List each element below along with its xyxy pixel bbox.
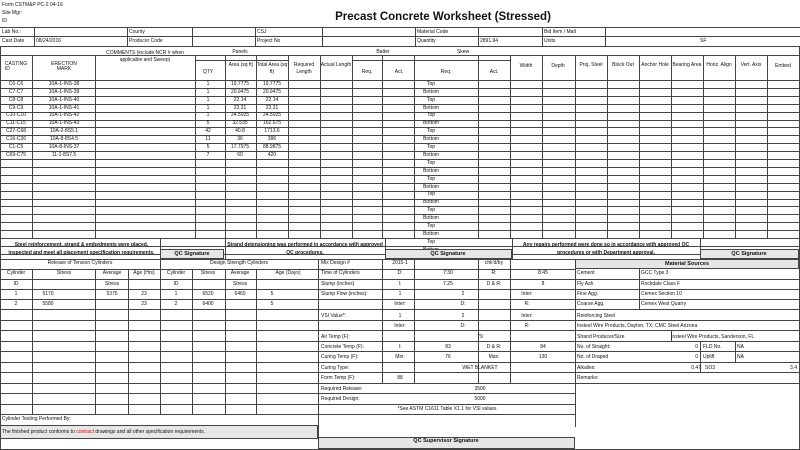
release-cyl-1-stress: 5170	[42, 291, 54, 297]
release-cyl-1-avg: 5375	[106, 291, 118, 297]
casting-id-cell: C9-C9	[8, 104, 24, 111]
total-area-cell: 20.9475	[262, 88, 282, 95]
project-no-label: Project No	[257, 38, 281, 44]
release-cyl-2-age: 23	[141, 301, 147, 307]
erection-mark-cell: 10A-8-INS-37	[48, 144, 80, 150]
col-bearing-area-header: Bearing Area	[672, 62, 702, 68]
design-cylinders-title: Design Strength Cylinders	[209, 260, 269, 266]
skew-req-cell: Bottom	[423, 136, 439, 143]
col-batter-act-header: Act.	[394, 69, 404, 75]
skew-req-cell: Top	[426, 191, 436, 198]
erection-mark-cell: 11-1-8S7.5	[51, 151, 77, 158]
draped-count-value: 0	[695, 354, 698, 360]
time-of-cylinders-label: Time of Cylinders	[321, 270, 360, 276]
release-cyl-1-id: 1	[14, 291, 18, 297]
mix-design-value: 2015-1	[392, 260, 408, 266]
area-cell: 20.9475	[230, 88, 250, 95]
skew-req-cell: Top	[426, 159, 436, 166]
cast-date-value: 08/24/2016	[36, 38, 62, 44]
erection-mark-cell: 10A-1-INS-38	[48, 80, 80, 87]
steel-placement-statement: Steel reinforcement, strand & embedments were placed, inspected and meet all placement specification requirements.	[8, 242, 155, 256]
col-erection-mark-header: ERECTION MARK	[51, 61, 77, 72]
slump-label: Slump (inches)	[321, 281, 355, 287]
concrete-temp-i-value: 83	[445, 344, 451, 350]
slump-i-label: I:	[398, 281, 402, 287]
skew-req-cell: Bottom	[423, 183, 439, 190]
qty-cell: 1	[206, 112, 210, 119]
fly-ash-label: Fly Ash	[577, 281, 594, 287]
reinforcing-steel-value: Insteel Wire Products, Dayton, TX; CMC Steel Arizona	[577, 323, 698, 329]
total-area-cell: 420	[267, 151, 277, 158]
curing-max-value: 130	[538, 354, 548, 360]
release-cylinders-title: Release of Tension Cylinders	[47, 260, 113, 266]
col-batter-header: Batter	[376, 49, 390, 55]
vsi-r: R:	[524, 323, 530, 329]
concrete-temp-dr-value: 84	[540, 344, 546, 350]
time-r-label: R:	[491, 270, 497, 276]
slump-flow-r: R:	[524, 301, 530, 307]
col-block-out-header: Block Out	[612, 62, 634, 68]
total-area-cell: 396	[267, 136, 277, 143]
col-skew-header: Skew	[456, 49, 470, 55]
csj-label: CSJ	[257, 29, 267, 35]
col-embed-header: Embed	[775, 63, 791, 69]
straight-count-label: No. of Straight:	[577, 344, 611, 350]
total-area-cell: 162.675	[262, 120, 282, 127]
concrete-temp-i-label: I:	[398, 344, 402, 350]
curing-min-label: Min:	[395, 354, 405, 360]
erection-mark-cell: 10A-1-INS-39	[48, 88, 80, 95]
qc-signature-strand: QC Signature	[430, 251, 466, 257]
fld-no-label: FLD No.	[703, 344, 722, 350]
strand-producer-label: Strand Producer/Size	[577, 334, 625, 340]
erection-mark-cell: 10A-2-8S5.1	[49, 128, 79, 135]
time-d-value: 7:30	[443, 270, 453, 276]
release-cyl-1-age: 23	[141, 291, 147, 297]
time-d-label: D:	[397, 270, 403, 276]
total-area-cell: 23.31	[265, 104, 279, 111]
design-cylinder-label: Cylinder	[166, 270, 186, 276]
required-design-label: Required Design:	[321, 396, 360, 402]
air-temp-value: 79	[477, 334, 483, 340]
col-qty-header: QTY	[202, 69, 214, 75]
vsi-inter: Inter:	[394, 323, 406, 329]
qty-cell: 42	[205, 128, 211, 135]
bid-item-label: Bid Item / Matl	[544, 29, 576, 35]
skew-req-cell: Top	[426, 175, 436, 182]
skew-req-cell: Bottom	[423, 88, 439, 95]
release-cylinder-id-label: ID	[13, 281, 19, 287]
skew-req-cell: Top	[426, 96, 436, 103]
casting-id-cell: C27-C68	[5, 128, 27, 135]
air-temp-label: Air Temp (F):	[321, 334, 350, 340]
design-cyl-2-id: 2	[174, 301, 178, 307]
skew-req-cell: Bottom	[423, 167, 439, 174]
total-area-cell: 88.9875	[262, 144, 282, 150]
casting-id-cell: C11-C15	[6, 120, 26, 127]
design-average-stress-label: Stress	[232, 281, 248, 287]
vsi-label: VSI Value*:	[321, 313, 347, 319]
design-cyl-1-stress: 6520	[202, 291, 214, 297]
design-age-label: Age (Days)	[275, 270, 301, 276]
skew-req-cell: Bottom	[423, 215, 439, 222]
curing-type-label: Curing Type:	[321, 365, 350, 371]
lab-no-label: Lab No.:	[2, 29, 21, 35]
col-required-length-header: Required Length	[293, 62, 315, 76]
required-design-value: 5000	[474, 396, 486, 402]
material-code-label: Material Code	[417, 29, 449, 35]
total-area-cell: 24.5025	[262, 112, 282, 119]
slump-i-value: 7.25	[443, 281, 453, 287]
repairs-statement: Any repairs performed were done so in accordance with approved QC procedures or with Department approval.	[522, 242, 690, 256]
skew-req-cell: Bottom	[423, 230, 439, 237]
alkalies-label: Alkalies:	[577, 365, 596, 371]
quantity-value: 2891.94	[480, 38, 499, 44]
release-cyl-2-id: 2	[14, 301, 18, 307]
col-skew-req-header: Req.	[440, 69, 452, 75]
area-cell: 40.8	[235, 128, 245, 135]
strand-producer-value: Insteel Wire Products, Sanderson, FL	[671, 334, 755, 340]
col-panels-header: Panels	[232, 49, 248, 55]
concrete-temp-label: Concrete Temp (F):	[321, 344, 364, 350]
design-cyl-1-age: 5	[270, 291, 274, 297]
site-manager-label: Site Mgr:	[2, 10, 23, 16]
qty-cell: 1	[206, 96, 210, 103]
county-label: County	[129, 29, 145, 35]
erection-mark-cell: 10A-8-8S4.5	[49, 136, 79, 143]
col-anchor-hole-header: Anchor Hole	[641, 62, 669, 68]
reinforcing-steel-label: Reinforcing Steel	[577, 313, 616, 319]
col-actual-length-header: Actual Length	[320, 62, 352, 68]
so3-label: SO3	[705, 365, 716, 371]
area-cell: 23.31	[233, 104, 247, 111]
skew-req-cell: Top	[426, 238, 436, 245]
alkalies-value: 0.47	[691, 365, 701, 371]
design-cyl-2-stress: 6400	[202, 301, 214, 307]
qty-cell: 1	[206, 88, 210, 95]
col-skew-act-header: Act.	[489, 69, 499, 75]
cylinder-testing-label: Cylinder Testing Performed By:	[2, 416, 71, 422]
skew-req-cell: Top	[426, 112, 436, 119]
mix-design-label: Mix Design #	[321, 260, 350, 266]
casting-id-cell: C6-C6	[8, 80, 24, 87]
release-cyl-2-stress: 5580	[42, 301, 54, 307]
slump-dr-value: 8	[541, 281, 545, 287]
skew-req-cell: Top	[426, 144, 436, 150]
form-temp-value: 88	[397, 375, 403, 381]
casting-id-cell: C10-C10	[5, 112, 27, 119]
skew-req-cell: Bottom	[423, 199, 439, 206]
straight-count-value: 0	[695, 344, 698, 350]
design-cyl-1-id: 1	[174, 291, 178, 297]
slump-flow-inter-r: Inter:	[521, 291, 533, 297]
col-width-header: Width	[519, 63, 533, 69]
design-average-label: Average	[230, 270, 250, 276]
skew-req-cell: Top	[426, 223, 436, 229]
slump-flow-2: 2	[461, 291, 465, 297]
area-cell: 60	[237, 151, 243, 158]
area-cell: 32.535	[232, 120, 248, 127]
id-label: ID	[2, 18, 7, 24]
col-batter-req-header: Req.	[361, 69, 373, 75]
quantity-label: Quantity	[417, 38, 436, 44]
fly-ash-value: Rockdale Class F	[641, 281, 681, 287]
skew-req-cell: Bottom	[423, 104, 439, 111]
fine-agg-value: Cemex Section 10	[641, 291, 682, 297]
qc-signature-repairs: QC Signature	[731, 251, 767, 257]
slump-dr-label: D & R:	[486, 281, 502, 287]
skew-req-cell: Bottom	[423, 151, 439, 158]
qty-cell: 11	[205, 136, 211, 143]
slump-flow-d: D:	[460, 301, 466, 307]
skew-req-cell: Top	[426, 80, 436, 87]
units-label: Units	[544, 38, 556, 44]
qty-cell: 5	[206, 144, 210, 150]
slump-flow-inter: Inter:	[394, 301, 406, 307]
total-area-cell: 19.7775	[262, 80, 282, 87]
skew-req-cell: Top	[426, 207, 436, 214]
casting-id-cell: C7-C7	[8, 88, 24, 95]
col-horiz-align-header: Horiz. Align	[706, 62, 732, 68]
slump-flow-1: 1	[398, 291, 402, 297]
col-vert-axis-header: Vert. Axis	[740, 62, 762, 68]
fld-no-value: NA	[737, 344, 744, 350]
col-area-header: Area (sq ft)	[228, 62, 254, 68]
release-average-label: Average	[102, 270, 122, 276]
producer-code-label: Producer Code	[129, 38, 163, 44]
design-cyl-2-age: 5	[270, 301, 274, 307]
qty-cell: 7	[206, 151, 210, 158]
col-casting-id-header: CASTING ID	[4, 61, 28, 72]
curing-min-value: 76	[445, 354, 451, 360]
col-depth-header: Depth	[551, 63, 565, 69]
release-stress-label: Stress	[56, 270, 72, 276]
vsi-2: 2	[461, 313, 465, 319]
total-area-cell: 1713.6	[264, 128, 280, 135]
page-title: Precast Concrete Worksheet (Stressed)	[335, 11, 551, 23]
release-average-stress-label: Stress	[104, 281, 120, 287]
uplift-label: Uplift	[703, 354, 715, 360]
concrete-temp-dr-label: D & R:	[486, 344, 502, 350]
cement-label: Cement	[577, 270, 595, 276]
so3-value: 3.4	[790, 365, 797, 371]
checked-by-label: chk'd/by	[484, 260, 504, 266]
area-cell: 22.14	[233, 96, 247, 103]
coarse-agg-label: Coarse Agg.	[577, 301, 605, 307]
design-cyl-1-avg: 6460	[234, 291, 246, 297]
col-proj-steel-header: Proj. Steel	[579, 62, 603, 68]
design-cylinder-id-label: ID	[173, 281, 179, 287]
design-stress-label: Stress	[200, 270, 216, 276]
casting-id-cell: C16-C26	[5, 136, 27, 143]
area-cell: 24.5025	[230, 112, 250, 119]
cast-date-label: Cast Date	[2, 38, 25, 44]
curing-type-value: WET BLANKET	[462, 365, 498, 371]
total-area-cell: 22.14	[265, 96, 279, 103]
release-age-label: Age (Hrs)	[133, 270, 155, 276]
form-number: Form CSTM&P PC-2 04-16	[2, 2, 63, 8]
area-cell: 36	[237, 136, 243, 143]
cement-value: GCC Type 3	[641, 270, 669, 276]
casting-id-cell: C1-C5	[8, 144, 24, 150]
casting-id-cell: C69-C75	[5, 151, 27, 158]
qty-cell: 1	[206, 80, 210, 87]
required-release-label: Required Release:	[321, 386, 363, 392]
erection-mark-cell: 10A-1-INS-42	[48, 112, 80, 119]
qty-cell: 5	[206, 120, 210, 127]
curing-max-label: Max:	[488, 354, 500, 360]
form-temp-label: Form Temp (F):	[321, 375, 356, 381]
col-total-area-header: Total Area (sq ft)	[256, 62, 288, 76]
vsi-1: 1	[398, 313, 402, 319]
erection-mark-cell: 10A-1-INS-40	[48, 96, 80, 103]
slump-flow-label: Slump Flow (inches):	[321, 291, 368, 297]
vsi-d: D:	[460, 323, 466, 329]
erection-mark-cell: 10A-1-INS-43	[48, 120, 80, 127]
strand-detensioning-statement: Strand detensioning was performed in accordance with approved QC procedures.	[227, 242, 383, 256]
qc-signature-steel: QC Signature	[174, 251, 210, 257]
release-cylinder-label: Cylinder	[6, 270, 26, 276]
required-release-value: 3500	[474, 386, 486, 392]
vsi-note: *See ASTM C1611 Table X1.1 for VSI values	[397, 406, 497, 412]
uplift-value: NA	[737, 354, 744, 360]
time-r-value: 8:45	[538, 270, 548, 276]
fine-agg-label: Fine Agg.	[577, 291, 599, 297]
material-sources-title: Material Sources	[664, 261, 710, 267]
qc-supervisor-signature: QC Supervisor Signature	[413, 438, 479, 444]
area-cell: 19.7775	[230, 80, 250, 87]
curing-temp-label: Curing Temp (F):	[321, 354, 359, 360]
vsi-inter-r: Inter:	[521, 313, 533, 319]
remarks-label: Remarks:	[577, 375, 599, 381]
erection-mark-cell: 10A-1-INS-41	[48, 104, 80, 111]
col-comments-header: COMMENTS (include NCR # when applicable and Sweep)	[106, 50, 184, 64]
conformance-statement: The finished product conforms to contract drawings and all other specification requirements.	[2, 429, 206, 435]
draped-count-label: No. of Draped	[577, 354, 609, 360]
qty-cell: 1	[206, 104, 210, 111]
skew-req-cell: Top	[426, 128, 436, 135]
area-cell: 17.7975	[230, 144, 250, 150]
casting-id-cell: C8-C8	[8, 96, 24, 103]
coarse-agg-value: Cemex West Quarry	[641, 301, 687, 307]
skew-req-cell: Bottom	[423, 120, 439, 127]
units-value: SF	[700, 38, 707, 44]
